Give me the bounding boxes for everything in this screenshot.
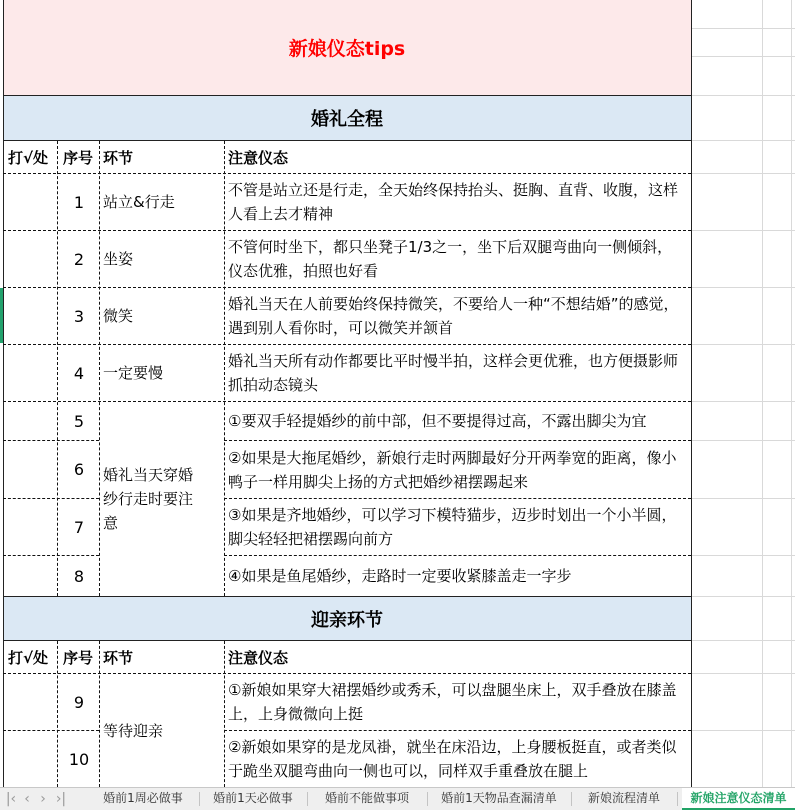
tab-day-before[interactable] bbox=[200, 788, 306, 810]
row-number[interactable] bbox=[58, 288, 100, 344]
row-number[interactable] bbox=[58, 174, 100, 230]
note-text: ④如果是鱼尾婚纱，走路时一定要收紧膝盖走一字步 bbox=[228, 567, 572, 585]
header-note[interactable] bbox=[225, 141, 691, 173]
row-number[interactable] bbox=[58, 556, 100, 596]
border-line bbox=[99, 641, 100, 787]
check-cell[interactable] bbox=[3, 499, 57, 555]
header-check[interactable] bbox=[3, 641, 57, 673]
active-cell-indicator bbox=[0, 288, 3, 343]
step-cell-merged[interactable] bbox=[100, 402, 224, 596]
note-cell[interactable] bbox=[225, 674, 691, 730]
step-label: 婚礼当天穿婚纱行走时要注意 bbox=[103, 466, 194, 532]
note-text: ③如果是齐地婚纱，可以学习下模特猫步，迈步时划出一个小半圆，脚尖轻轻把裙摆踢向前方 bbox=[228, 506, 677, 548]
step-cell[interactable] bbox=[100, 345, 224, 401]
check-cell[interactable] bbox=[3, 345, 57, 401]
check-cell[interactable] bbox=[3, 441, 57, 498]
border-line bbox=[3, 596, 691, 597]
row-number-value: 10 bbox=[68, 749, 90, 769]
note-cell[interactable] bbox=[225, 231, 691, 287]
border-line bbox=[3, 673, 691, 674]
page-title: 新娘仪态tips bbox=[288, 38, 406, 60]
tab-week-before[interactable] bbox=[88, 788, 198, 810]
row-number[interactable] bbox=[58, 731, 100, 787]
check-cell[interactable] bbox=[3, 174, 57, 230]
border-line bbox=[224, 641, 225, 787]
row-number-value: 6 bbox=[73, 460, 85, 479]
note-text: ①要双手轻提婚纱的前中部，但不要提得过高，不露出脚尖为宜 bbox=[228, 412, 647, 430]
border-line bbox=[3, 401, 691, 402]
note-cell[interactable] bbox=[225, 174, 691, 230]
note-cell[interactable] bbox=[225, 345, 691, 401]
row-number[interactable] bbox=[58, 674, 100, 730]
note-cell[interactable] bbox=[225, 402, 691, 440]
title-cell[interactable] bbox=[3, 0, 691, 95]
border-line bbox=[3, 95, 691, 96]
tab-label: 婚前1天必做事 bbox=[213, 791, 293, 805]
note-text: ②如果是大拖尾婚纱，新娘行走时两脚最好分开两拳宽的距离，像小鸭子一样用脚尖上扬的方式把婚纱裙摆踢起来 bbox=[228, 448, 677, 491]
border-line bbox=[3, 730, 99, 731]
border-line bbox=[3, 498, 99, 499]
row-number-value: 9 bbox=[73, 692, 85, 712]
border-line bbox=[691, 0, 692, 787]
step-label: 坐姿 bbox=[103, 250, 134, 268]
border-line bbox=[224, 141, 225, 596]
border-line bbox=[3, 555, 99, 556]
border-line bbox=[57, 141, 58, 596]
header-note-label: 注意仪态 bbox=[228, 648, 289, 667]
tab-label: 新娘流程清单 bbox=[587, 791, 660, 805]
header-number[interactable] bbox=[58, 641, 100, 673]
header-step-label: 环节 bbox=[103, 648, 134, 667]
step-cell[interactable] bbox=[100, 231, 224, 287]
header-number-label: 序号 bbox=[63, 648, 94, 667]
header-note-label: 注意仪态 bbox=[228, 148, 289, 167]
check-cell[interactable] bbox=[3, 556, 57, 596]
row-number[interactable] bbox=[58, 441, 100, 498]
header-step[interactable] bbox=[99, 141, 224, 173]
step-label: 一定要慢 bbox=[103, 364, 164, 382]
chevron-right-icon[interactable]: › bbox=[40, 791, 46, 807]
check-cell[interactable] bbox=[3, 288, 57, 344]
note-cell[interactable] bbox=[225, 499, 691, 555]
row-number-value: 4 bbox=[73, 363, 85, 383]
tab-label: 新娘注意仪态清单 bbox=[690, 791, 787, 805]
header-step-label: 环节 bbox=[103, 148, 134, 167]
header-check[interactable] bbox=[3, 141, 57, 173]
note-cell[interactable] bbox=[225, 288, 691, 344]
note-text: 婚礼当天在人前要始终保持微笑，不要给人一种“不想结婚”的感觉，遇到别人看你时，可以微笑并颔首 bbox=[228, 295, 679, 337]
chevron-left-icon[interactable]: ‹ bbox=[24, 791, 30, 807]
check-cell[interactable] bbox=[3, 231, 57, 287]
header-check-label: 打√处 bbox=[8, 148, 49, 167]
row-number[interactable] bbox=[58, 345, 100, 401]
header-number[interactable] bbox=[58, 141, 100, 173]
tab-label: 婚前不能做事项 bbox=[324, 791, 409, 805]
row-number[interactable] bbox=[58, 499, 100, 555]
border-line bbox=[224, 730, 691, 731]
note-cell[interactable] bbox=[225, 556, 691, 596]
header-check-label: 打√处 bbox=[8, 648, 49, 667]
step-label: 等待迎亲 bbox=[103, 721, 164, 740]
header-note[interactable] bbox=[225, 641, 691, 673]
tab-do-not[interactable] bbox=[308, 788, 426, 810]
step-cell[interactable] bbox=[100, 174, 224, 230]
row-number[interactable] bbox=[58, 402, 100, 440]
row-number[interactable] bbox=[58, 231, 100, 287]
border-line bbox=[3, 640, 691, 641]
section-header-pickup[interactable] bbox=[3, 597, 691, 640]
step-label: 站立&行走 bbox=[103, 193, 175, 211]
row-number-value: 5 bbox=[73, 411, 85, 431]
note-cell[interactable] bbox=[225, 441, 691, 498]
border-line bbox=[224, 555, 691, 556]
tab-label: 婚前1天物品查漏清单 bbox=[441, 791, 557, 805]
step-cell[interactable] bbox=[100, 288, 224, 344]
tab-bride-process[interactable] bbox=[572, 788, 676, 810]
border-line bbox=[3, 230, 691, 231]
row-number-value: 1 bbox=[73, 192, 85, 212]
border-line bbox=[57, 641, 58, 787]
tab-items-checklist[interactable] bbox=[428, 788, 570, 810]
header-step[interactable] bbox=[99, 641, 224, 673]
skip-last-icon[interactable]: ›| bbox=[55, 791, 67, 807]
note-text: 婚礼当天所有动作都要比平时慢半拍，这样会更优雅，也方便摄影师抓拍动态镜头 bbox=[228, 352, 679, 394]
note-text: 不管何时坐下，都只坐凳子1/3之一，坐下后双腿弯曲向一侧倾斜，仪态优雅，拍照也好看 bbox=[228, 238, 673, 280]
row-number-value: 8 bbox=[73, 566, 85, 586]
note-text: 不管是站立还是行走，全天始终保持抬头、挺胸、直背、收腹，这样人看上去才精神 bbox=[228, 181, 679, 223]
row-number-value: 7 bbox=[73, 517, 85, 537]
border-line bbox=[3, 0, 4, 787]
section-title-pickup: 迎亲环节 bbox=[311, 609, 383, 631]
note-text: ②新娘如果穿的是龙凤褂，就坐在床沿边，上身腰板挺直，或者类似于跪坐双腿弯曲向一侧也可以，同样双手重叠放在腿上 bbox=[228, 738, 677, 780]
note-text: ①新娘如果穿大裙摆婚纱或秀禾，可以盘腿坐床上，双手叠放在膝盖上，上身微微向上挺 bbox=[228, 681, 677, 723]
tab-label: 婚前1周必做事 bbox=[103, 791, 183, 805]
border-line bbox=[3, 440, 99, 441]
border-line bbox=[99, 141, 100, 596]
note-cell[interactable] bbox=[225, 731, 691, 787]
header-number-label: 序号 bbox=[63, 148, 94, 167]
skip-first-icon[interactable]: |‹ bbox=[5, 791, 17, 807]
tab-bride-posture[interactable] bbox=[682, 788, 795, 810]
border-line bbox=[3, 287, 691, 288]
border-line bbox=[3, 173, 691, 174]
section-title-wedding: 婚礼全程 bbox=[311, 109, 383, 130]
border-line bbox=[3, 344, 691, 345]
border-line bbox=[3, 140, 691, 141]
step-cell-merged[interactable] bbox=[100, 674, 224, 787]
check-cell[interactable] bbox=[3, 731, 57, 787]
check-cell[interactable] bbox=[3, 402, 57, 440]
row-number-value: 2 bbox=[73, 249, 85, 269]
sheet-tab-bar bbox=[0, 787, 795, 810]
check-cell[interactable] bbox=[3, 674, 57, 730]
tab-divider bbox=[677, 792, 678, 806]
step-label: 微笑 bbox=[103, 307, 134, 325]
border-line bbox=[224, 498, 691, 499]
border-line bbox=[224, 440, 691, 441]
section-header-wedding[interactable] bbox=[3, 96, 691, 140]
row-number-value: 3 bbox=[73, 306, 85, 326]
